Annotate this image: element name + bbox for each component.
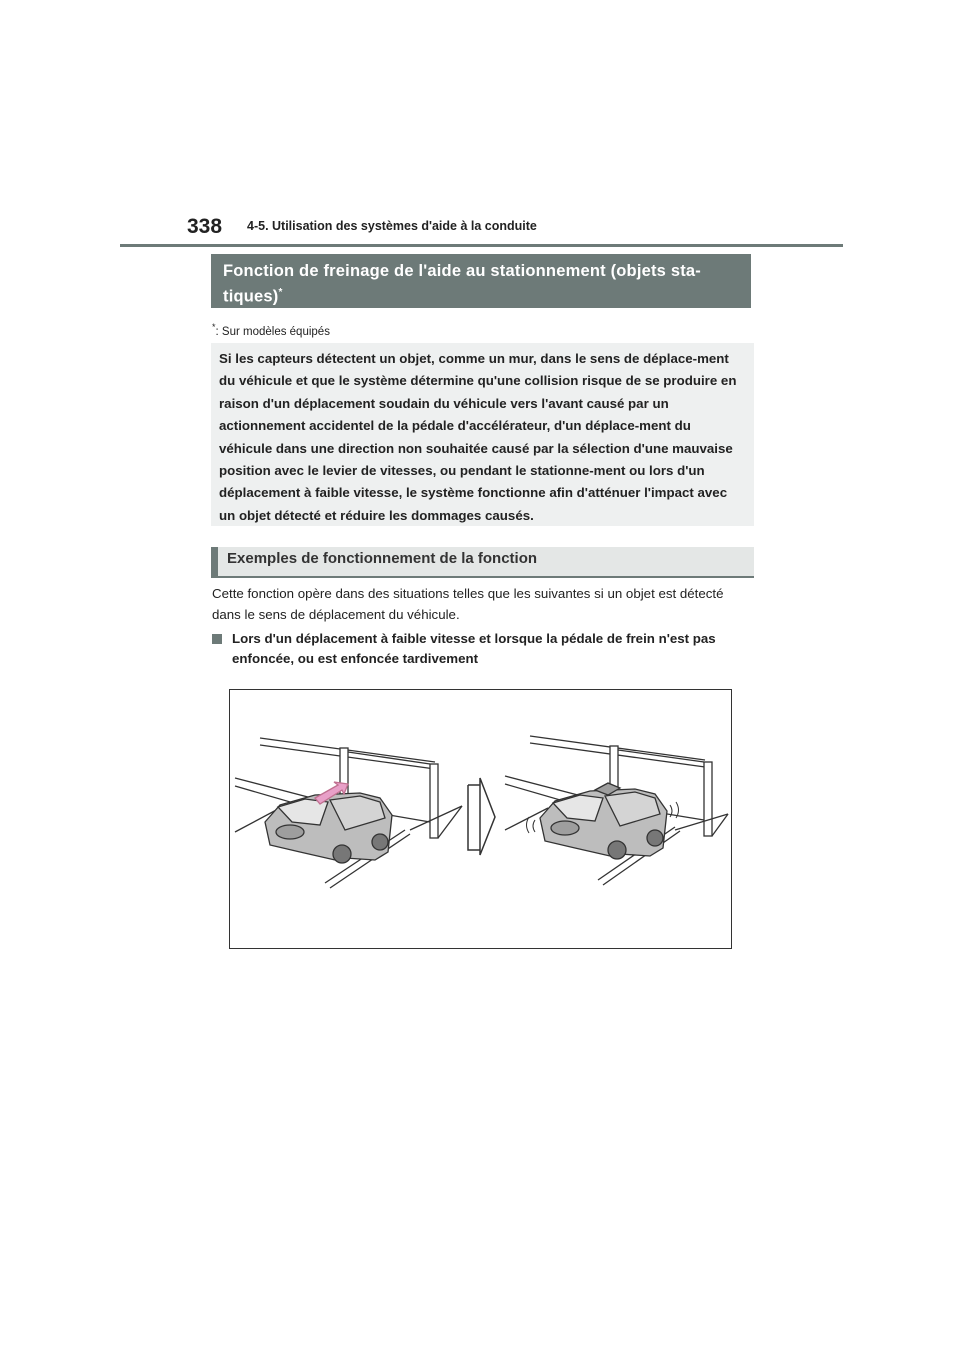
- examples-heading-text: Exemples de fonctionnement de la fonction: [227, 550, 538, 567]
- summary-text: Si les capteurs détectent un objet, comme un mur, dans le sens de déplace-ment du véhicule et que le système détermine qu'une collision risque de se produire en raison d'un déplacement soudain du véhicule vers l'avant causé par un actionnement accidentel de la pédale d'accélérateur, d'un déplace-ment du véhicule dans une direction non souhaitée causé par la sélection d'une mauvaise position avec le levier de vitesses, ou pendant le stationne-ment ou lors d'un déplacement à faible vitesse, le système fonctionne afin d'atténuer l'impact avec un objet détecté et réduire les dommages causés.: [219, 351, 737, 523]
- examples-heading: [211, 547, 754, 578]
- bullet-item: [212, 629, 752, 669]
- right-scene: [505, 736, 728, 885]
- footnote-mark: *: [212, 322, 216, 332]
- page-number: 338: [187, 215, 223, 238]
- banner-footnote-mark: *: [278, 287, 283, 298]
- header-rule: [120, 244, 843, 247]
- footnote-text: : Sur modèles équipés: [215, 325, 330, 338]
- transition-arrow-icon: [468, 778, 495, 855]
- section-banner: [211, 254, 751, 308]
- section-title: 4-5. Utilisation des systèmes d'aide à la conduite: [247, 219, 537, 233]
- banner-title: Fonction de freinage de l'aide au stationnement (objets sta-tiques): [223, 262, 701, 306]
- bullet-square-icon: [212, 634, 222, 644]
- parking-illustration: [230, 690, 731, 948]
- examples-intro: Cette fonction opère dans des situations telles que les suivantes si un objet est détecté dans le sens de déplacement du véhicule.: [212, 586, 724, 622]
- summary-box: [211, 343, 754, 526]
- illustration-frame: [229, 689, 732, 949]
- bullet-text: Lors d'un déplacement à faible vitesse et lorsque la pédale de frein n'est pas enfoncée, ou est enfoncée tardivement: [232, 631, 716, 666]
- left-scene: [235, 738, 462, 888]
- footnote: [212, 322, 330, 338]
